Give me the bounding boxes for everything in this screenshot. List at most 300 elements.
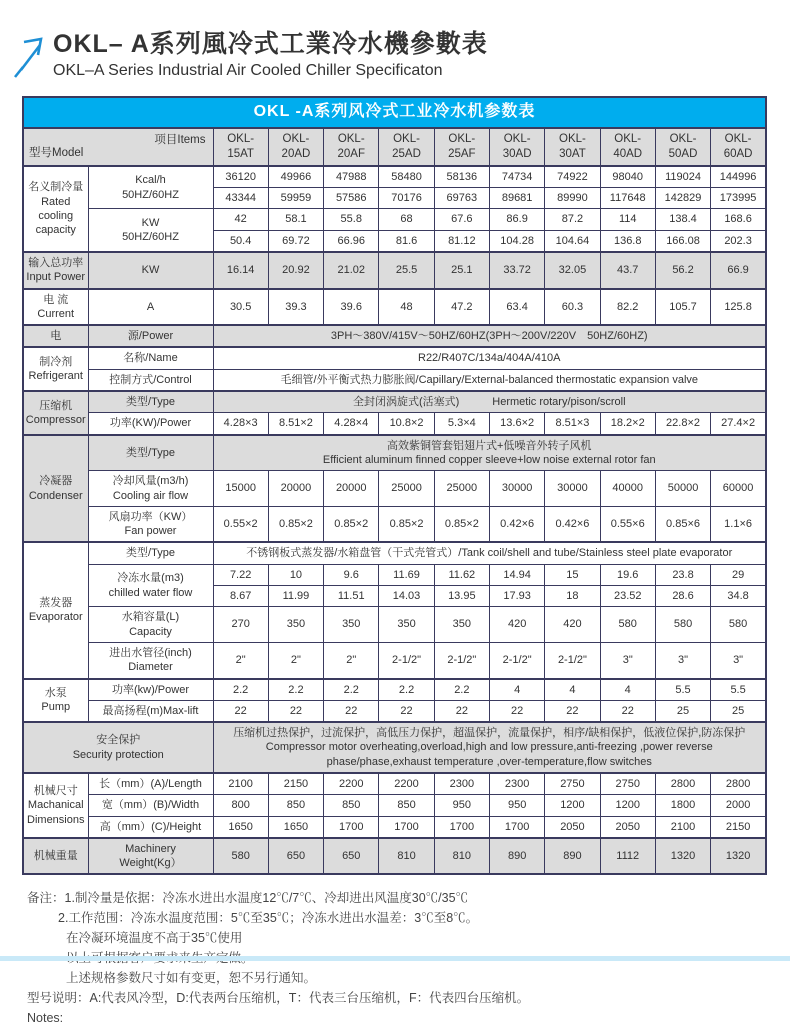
titles [53, 30, 488, 80]
value-cell: 50000 [655, 471, 710, 507]
value-cell: 17.93 [489, 586, 544, 607]
value-cell: 39.6 [324, 289, 379, 326]
value-cell: 0.42×6 [545, 506, 600, 542]
model-header [489, 128, 544, 166]
value-cell: 5.5 [655, 679, 710, 701]
text-line: 压缩机过热保护，过流保护，高低压力保护，超温保护，流量保护，相序/缺相保护，低液位保护,防冻保护 [233, 727, 746, 740]
value-cell: 87.2 [545, 209, 600, 230]
table-row [23, 166, 766, 188]
value-cell: 270 [213, 607, 268, 643]
text-line: 全封闭涡旋式(活塞式) Hermetic rotary/pison/scroll [352, 396, 626, 409]
span-value-cell [213, 325, 766, 347]
item-label [88, 252, 213, 289]
value-cell: 25000 [379, 471, 434, 507]
value-cell: 28.6 [655, 586, 710, 607]
item-label [88, 564, 213, 607]
value-cell: 47.2 [434, 289, 489, 326]
table-title: OKL -A系列风冷式工业冷水机参数表 [23, 97, 766, 128]
value-cell: 2050 [545, 816, 600, 838]
value-cell: 2" [324, 642, 379, 678]
text-line: 控制方式/Control [109, 373, 192, 386]
value-cell: 23.8 [655, 564, 710, 585]
value-cell: 2" [213, 642, 268, 678]
value-cell: 57586 [324, 188, 379, 209]
value-cell: 16.14 [213, 252, 268, 289]
value-cell: 22 [545, 700, 600, 722]
spec-table [22, 96, 767, 875]
value-cell: 81.12 [434, 230, 489, 252]
item-label [88, 166, 213, 209]
text-line: 进出水管径(inch) [109, 646, 192, 659]
item-label [88, 607, 213, 643]
value-cell: 25 [711, 700, 766, 722]
span-value-cell [213, 347, 766, 369]
value-cell: 0.55×2 [213, 506, 268, 542]
value-cell: 14.94 [489, 564, 544, 585]
value-cell: 2" [268, 642, 323, 678]
value-cell: 0.85×6 [655, 506, 710, 542]
item-label [88, 816, 213, 838]
text-line: Efficient aluminum finned copper sleeve+low noise external rotor fan [322, 453, 656, 466]
value-cell: 58136 [434, 166, 489, 188]
value-cell: 20.92 [268, 252, 323, 289]
table-row [23, 391, 766, 413]
model-header [324, 128, 379, 166]
model-header [268, 128, 323, 166]
text-line: 30AT [559, 147, 586, 160]
value-cell: 650 [268, 838, 323, 875]
text-line: OKL- [503, 132, 531, 145]
value-cell: 202.3 [711, 230, 766, 252]
value-cell: 47988 [324, 166, 379, 188]
text-line: capacity [35, 224, 76, 237]
value-cell: 580 [711, 607, 766, 643]
value-cell: 13.6×2 [489, 413, 544, 435]
table-row [23, 838, 766, 875]
text-line: OKL- [393, 132, 420, 145]
table-row [23, 700, 766, 722]
value-cell: 60000 [711, 471, 766, 507]
value-cell: 850 [324, 795, 379, 816]
table-row [23, 564, 766, 585]
value-cell: 30000 [489, 471, 544, 507]
span-value-cell [213, 435, 766, 471]
value-cell: 34.8 [711, 586, 766, 607]
item-label [88, 413, 213, 435]
value-cell: 890 [545, 838, 600, 875]
value-cell: 2200 [379, 773, 434, 795]
value-cell: 125.8 [711, 289, 766, 326]
value-cell: 66.9 [711, 252, 766, 289]
section-label [23, 252, 88, 289]
value-cell: 3" [600, 642, 655, 678]
value-cell: 15000 [213, 471, 268, 507]
table-row [23, 471, 766, 507]
value-cell: 104.64 [545, 230, 600, 252]
text-line: 电 流 [43, 293, 69, 306]
text-line: 20AF [337, 147, 365, 160]
value-cell: 173995 [711, 188, 766, 209]
item-label [88, 642, 213, 678]
value-cell: 14.03 [379, 586, 434, 607]
value-cell: 2750 [545, 773, 600, 795]
value-cell: 2750 [600, 773, 655, 795]
value-cell: 70176 [379, 188, 434, 209]
value-cell: 89681 [489, 188, 544, 209]
span-value-cell [213, 391, 766, 413]
value-cell: 19.6 [600, 564, 655, 585]
text-line: Capacity [129, 625, 172, 638]
text-line: Refrigerant [28, 370, 83, 383]
value-cell: 25.1 [434, 252, 489, 289]
text-line: Machanical [27, 799, 84, 812]
value-cell: 0.55×6 [600, 506, 655, 542]
text-line: 机械重量 [33, 850, 78, 863]
text-line: phase/phase,exhaust temperature ,over-temperature,flow switches [326, 755, 652, 768]
value-cell: 43.7 [600, 252, 655, 289]
value-cell: 23.52 [600, 586, 655, 607]
value-cell: 1650 [213, 816, 268, 838]
value-cell: 2200 [324, 773, 379, 795]
text-line: OKL- [227, 132, 255, 145]
text-line: 最高扬程(m)Max-lift [102, 704, 199, 717]
text-line: 类型/Type [126, 396, 175, 409]
note-line: 2.工作范围：冷冻水温度范围：5℃至35℃；冷冻水进出水温差：3℃至8℃。 [58, 911, 479, 926]
section-label [23, 347, 88, 391]
value-cell: 82.2 [600, 289, 655, 326]
value-cell: 11.69 [379, 564, 434, 585]
text-line: 高效紫铜管套铝翅片式+低噪音外转子风机 [387, 439, 592, 452]
value-cell: 138.4 [655, 209, 710, 230]
value-cell: 2-1/2" [545, 642, 600, 678]
text-line: Condenser [28, 489, 83, 502]
text-line: OKL- [559, 132, 586, 145]
value-cell: 11.51 [324, 586, 379, 607]
value-cell: 48 [379, 289, 434, 326]
table-row [23, 773, 766, 795]
item-label [88, 471, 213, 507]
item-label [88, 679, 213, 701]
text-line: 50HZ/60HZ [122, 231, 179, 244]
value-cell: 2-1/2" [379, 642, 434, 678]
value-cell: 810 [434, 838, 489, 875]
section-label [23, 722, 213, 773]
text-line: Fan power [124, 525, 177, 538]
value-cell: 136.8 [600, 230, 655, 252]
value-cell: 8.51×2 [268, 413, 323, 435]
section-label [23, 435, 88, 543]
value-cell: 2-1/2" [489, 642, 544, 678]
text-line: 机械尺寸 [33, 785, 78, 797]
text-line: cooling [38, 209, 74, 222]
value-cell: 36120 [213, 166, 268, 188]
table-row [23, 289, 766, 326]
value-cell: 13.95 [434, 586, 489, 607]
table-row [23, 679, 766, 701]
note-line: 备注：1.制冷量是依据：冷冻水进出水温度12℃/7℃、冷却进出风温度30℃/35℃ [27, 891, 469, 906]
value-cell: 74734 [489, 166, 544, 188]
value-cell: 29 [711, 564, 766, 585]
value-cell: 580 [600, 607, 655, 643]
text-line: OKL- [614, 132, 642, 145]
value-cell: 15 [545, 564, 600, 585]
value-cell: 144996 [711, 166, 766, 188]
value-cell: 81.6 [379, 230, 434, 252]
text-line: 20AD [281, 147, 311, 160]
value-cell: 18 [545, 586, 600, 607]
value-cell: 0.85×2 [434, 506, 489, 542]
value-cell: 63.4 [489, 289, 544, 326]
value-cell: 890 [489, 838, 544, 875]
span-value-cell [213, 542, 766, 564]
arrow-logo-icon [13, 34, 45, 85]
table-row [23, 413, 766, 435]
value-cell: 2100 [213, 773, 268, 795]
value-cell: 56.2 [655, 252, 710, 289]
value-cell: 1320 [655, 838, 710, 875]
table-row [23, 506, 766, 542]
item-label [88, 506, 213, 542]
text-line: Cooling air flow [112, 489, 189, 502]
text-line: 冷冻水量(m3) [117, 572, 184, 585]
value-cell: 350 [434, 607, 489, 643]
value-cell: 58.1 [268, 209, 323, 230]
span-value-cell [213, 722, 766, 773]
value-cell: 350 [268, 607, 323, 643]
table-row [23, 795, 766, 816]
value-cell: 350 [324, 607, 379, 643]
value-cell: 49966 [268, 166, 323, 188]
value-cell: 2.2 [379, 679, 434, 701]
value-cell: 950 [489, 795, 544, 816]
value-cell: 1200 [545, 795, 600, 816]
text-line: 高（mm）(C)/Height [99, 820, 202, 833]
text-line: 名称/Name [123, 352, 178, 365]
value-cell: 20000 [268, 471, 323, 507]
section-label [23, 325, 88, 347]
value-cell: 55.8 [324, 209, 379, 230]
value-cell: 0.42×6 [489, 506, 544, 542]
text-line: 输入总功率 [28, 256, 84, 269]
value-cell: 25.5 [379, 252, 434, 289]
text-line: Dimensions [27, 813, 85, 826]
value-cell: 33.72 [489, 252, 544, 289]
model-header [379, 128, 434, 166]
table-row [23, 607, 766, 643]
text-line: Diameter [128, 661, 173, 674]
item-label [88, 289, 213, 326]
value-cell: 104.28 [489, 230, 544, 252]
value-cell: 2300 [489, 773, 544, 795]
text-line: OKL- [669, 132, 697, 145]
text-line: Kcal/h [135, 174, 166, 187]
span-value-cell [213, 369, 766, 391]
value-cell: 420 [489, 607, 544, 643]
value-cell: 1700 [489, 816, 544, 838]
note-line: 型号说明：A:代表风冷型，D:代表两台压缩机，T：代表三台压缩机，F：代表四台压缩机。 [27, 991, 530, 1006]
text-line: OKL- [724, 132, 752, 145]
value-cell: 89990 [545, 188, 600, 209]
text-line: Machinery [125, 842, 176, 855]
value-cell: 3" [655, 642, 710, 678]
value-cell: 1.1×6 [711, 506, 766, 542]
text-line: KW [141, 216, 160, 229]
value-cell: 5.5 [711, 679, 766, 701]
corner-cell [23, 128, 213, 166]
section-label [23, 166, 88, 252]
value-cell: 800 [213, 795, 268, 816]
value-cell: 32.05 [545, 252, 600, 289]
value-cell: 58480 [379, 166, 434, 188]
text-line: Input Power [26, 271, 86, 284]
text-line: 压缩机 [39, 399, 73, 412]
text-line: 安全保护 [96, 734, 141, 747]
table-row [23, 369, 766, 391]
value-cell: 22 [213, 700, 268, 722]
value-cell: 168.6 [711, 209, 766, 230]
value-cell: 2000 [711, 795, 766, 816]
value-cell: 8.67 [213, 586, 268, 607]
table-row [23, 325, 766, 347]
text-line: 源/Power [127, 330, 174, 343]
value-cell: 30000 [545, 471, 600, 507]
page [0, 30, 790, 1028]
value-cell: 67.6 [434, 209, 489, 230]
item-label [88, 773, 213, 795]
value-cell: 4.28×3 [213, 413, 268, 435]
value-cell: 74922 [545, 166, 600, 188]
value-cell: 42 [213, 209, 268, 230]
page-header [13, 30, 790, 85]
text-line: 不锈钢板式蒸发器/水箱盘管（干式壳管式）/Tank coil/shell and tube/Stainless steel plate evaporator [246, 547, 733, 560]
value-cell: 68 [379, 209, 434, 230]
value-cell: 22 [600, 700, 655, 722]
text-line: 40AD [613, 147, 643, 160]
value-cell: 7.22 [213, 564, 268, 585]
value-cell: 117648 [600, 188, 655, 209]
text-line: 25AF [448, 147, 476, 160]
section-label [23, 679, 88, 723]
table-row [23, 542, 766, 564]
value-cell: 2050 [600, 816, 655, 838]
value-cell: 1200 [600, 795, 655, 816]
table-row [23, 435, 766, 471]
value-cell: 2150 [268, 773, 323, 795]
model-header [600, 128, 655, 166]
table-row [23, 209, 766, 230]
item-label [88, 325, 213, 347]
text-line: 功率(kw)/Power [111, 683, 189, 696]
value-cell: 850 [379, 795, 434, 816]
value-cell: 1800 [655, 795, 710, 816]
item-label [88, 347, 213, 369]
value-cell: 4 [600, 679, 655, 701]
text-line: 功率(KW)/Power [109, 417, 192, 430]
item-label [88, 795, 213, 816]
value-cell: 25 [655, 700, 710, 722]
table-row [23, 347, 766, 369]
text-line: Compressor [25, 413, 86, 426]
value-cell: 11.99 [268, 586, 323, 607]
table-row [23, 722, 766, 773]
text-line: 电 [50, 330, 62, 343]
text-line: 15AT [227, 147, 254, 160]
value-cell: 25000 [434, 471, 489, 507]
section-label [23, 542, 88, 678]
item-label [88, 391, 213, 413]
corner-items-label: 项目Items [154, 133, 206, 146]
value-cell: 98040 [600, 166, 655, 188]
item-label [88, 838, 213, 875]
value-cell: 1700 [434, 816, 489, 838]
text-line: 50AD [668, 147, 698, 160]
value-cell: 5.3×4 [434, 413, 489, 435]
note-line: Notes: [27, 1011, 64, 1026]
value-cell: 4 [489, 679, 544, 701]
text-line: 风扇功率（KW） [108, 510, 193, 523]
section-label [23, 773, 88, 838]
text-line: 冷却风量(m3/h) [112, 475, 189, 488]
value-cell: 30.5 [213, 289, 268, 326]
value-cell: 1320 [711, 838, 766, 875]
value-cell: 2.2 [324, 679, 379, 701]
text-line: 名义制冷量 [28, 181, 84, 194]
value-cell: 1650 [268, 816, 323, 838]
item-label [88, 542, 213, 564]
table-row [23, 252, 766, 289]
value-cell: 22 [379, 700, 434, 722]
text-line: OKL- [448, 132, 476, 145]
value-cell: 810 [379, 838, 434, 875]
value-cell: 420 [545, 607, 600, 643]
value-cell: 20000 [324, 471, 379, 507]
value-cell: 4.28×4 [324, 413, 379, 435]
value-cell: 2300 [434, 773, 489, 795]
text-line: Security protection [72, 748, 164, 761]
value-cell: 10.8×2 [379, 413, 434, 435]
item-label [88, 700, 213, 722]
text-line: 类型/Type [126, 547, 175, 560]
value-cell: 50.4 [213, 230, 268, 252]
value-cell: 105.7 [655, 289, 710, 326]
value-cell: 650 [324, 838, 379, 875]
text-line: 毛细管/外平衡式热力膨胀阀/Capillary/External-balanced thermostatic expansion valve [280, 373, 699, 386]
section-label [23, 838, 88, 875]
value-cell: 22.8×2 [655, 413, 710, 435]
table-row [23, 816, 766, 838]
page-subtitle: OKL–A Series Industrial Air Cooled Chiller Specificaton [53, 61, 443, 79]
model-header [711, 128, 766, 166]
value-cell: 21.02 [324, 252, 379, 289]
item-label [88, 435, 213, 471]
item-label [88, 369, 213, 391]
value-cell: 43344 [213, 188, 268, 209]
text-line: Current [37, 307, 75, 320]
value-cell: 69.72 [268, 230, 323, 252]
table-row [23, 642, 766, 678]
value-cell: 3" [711, 642, 766, 678]
text-line: Pump [41, 701, 71, 714]
value-cell: 850 [268, 795, 323, 816]
value-cell: 9.6 [324, 564, 379, 585]
text-line: 冷凝器 [39, 475, 73, 488]
text-line: OKL- [282, 132, 310, 145]
value-cell: 22 [268, 700, 323, 722]
value-cell: 1700 [324, 816, 379, 838]
text-line: A [146, 300, 155, 313]
section-label [23, 289, 88, 326]
value-cell: 114 [600, 209, 655, 230]
